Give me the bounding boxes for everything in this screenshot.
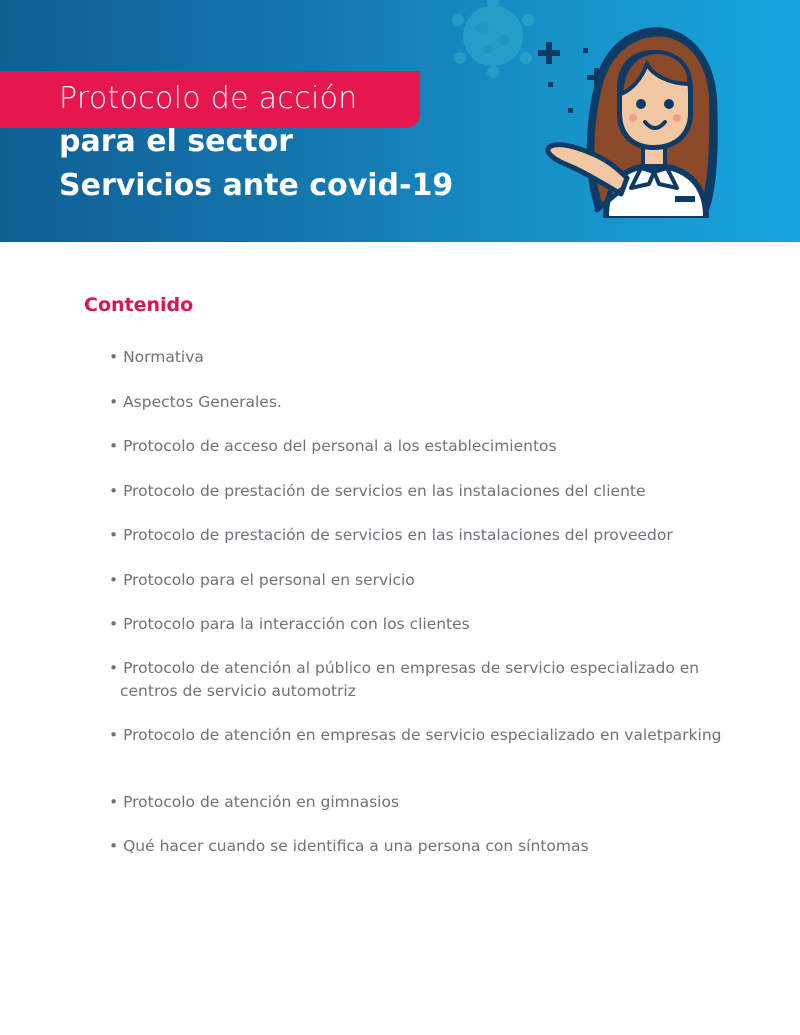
page-title-line-2: para el sector <box>59 124 294 159</box>
header-banner <box>0 0 800 242</box>
page-title-line-1: Protocolo de acción <box>59 81 358 116</box>
toc-item-acceso-personal: • Protocolo de acceso del personal a los establecimientos <box>109 435 760 458</box>
toc-item-instalaciones-proveedor: • Protocolo de prestación de servicios en las instalaciones del proveedor <box>109 524 760 547</box>
toc-item-instalaciones-cliente: • Protocolo de prestación de servicios en las instalaciones del cliente <box>109 480 760 503</box>
toc-item-aspectos-generales: • Aspectos Generales. <box>109 391 760 414</box>
toc-item-valetparking: • Protocolo de atención en empresas de servicio especializado en valetparking <box>109 724 760 747</box>
toc-item-normativa: • Normativa <box>109 346 760 369</box>
toc-item-gimnasios: • Protocolo de atención en gimnasios <box>109 791 760 814</box>
toc-item-interaccion-clientes: • Protocolo para la interacción con los clientes <box>109 613 760 636</box>
contents-heading: Contenido <box>84 294 194 316</box>
page-title-line-3: Servicios ante covid-19 <box>59 168 454 203</box>
woman-receptionist-icon <box>537 18 740 224</box>
toc-item-personal-en-servicio: • Protocolo para el personal en servicio <box>109 569 760 592</box>
toc-item-sintomas: • Qué hacer cuando se identifica a una persona con síntomas <box>109 835 760 858</box>
virus-icon <box>446 0 541 82</box>
toc-item-servicio-automotriz: • Protocolo de atención al público en empresas de servicio especializado en centros de servicio automotriz <box>109 657 760 702</box>
